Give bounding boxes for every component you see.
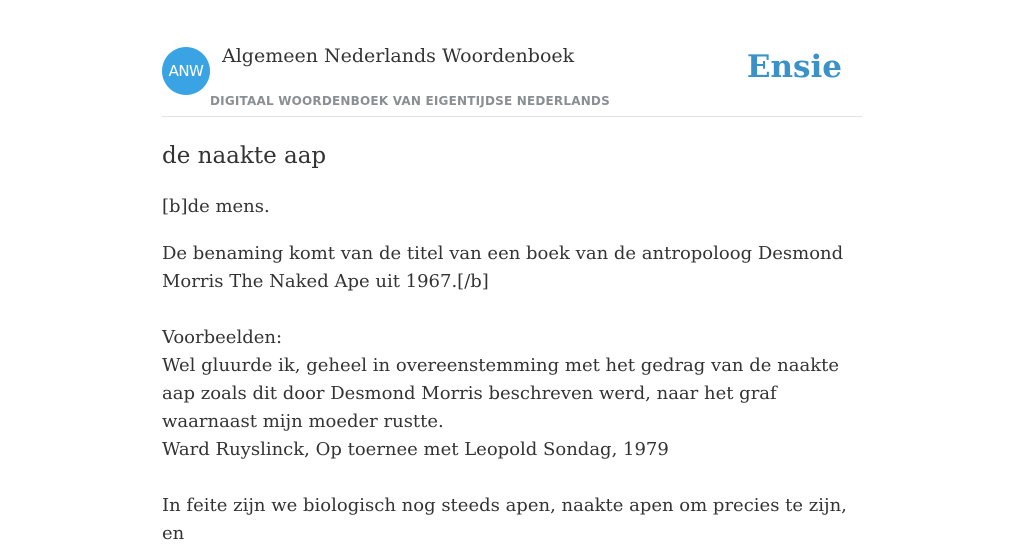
entry-definition: [b]de mens. <box>162 196 270 217</box>
ensie-brand-link[interactable]: Ensie <box>746 49 842 85</box>
entry-content <box>162 141 862 548</box>
entry-body: De benaming komt van de titel van een boek van de antropoloog Desmond Morris The Naked Ape uit 1967.[/b] Voorbeelden: Wel gluurde ik, geheel in overeenstemming met het gedrag van de naakte aap zoals dit door Desmond Morris beschreven werd, naar het graf waarnaast mijn moeder rustte. Ward Ruyslinck, Op toernee met Leopold Sondag, 1979 In feite zijn we biologisch nog steeds apen, naakte apen om precies te zijn, en <box>162 243 847 544</box>
site-title[interactable]: Algemeen Nederlands Woordenboek <box>222 45 575 67</box>
entry-title: de naakte aap <box>162 143 327 169</box>
anw-logo[interactable]: ANW <box>162 47 210 95</box>
site-subtitle: DIGITAAL WOORDENBOEK VAN EIGENTIJDSE NEDERLANDS <box>210 94 610 108</box>
page <box>162 0 862 548</box>
site-header <box>162 0 862 117</box>
